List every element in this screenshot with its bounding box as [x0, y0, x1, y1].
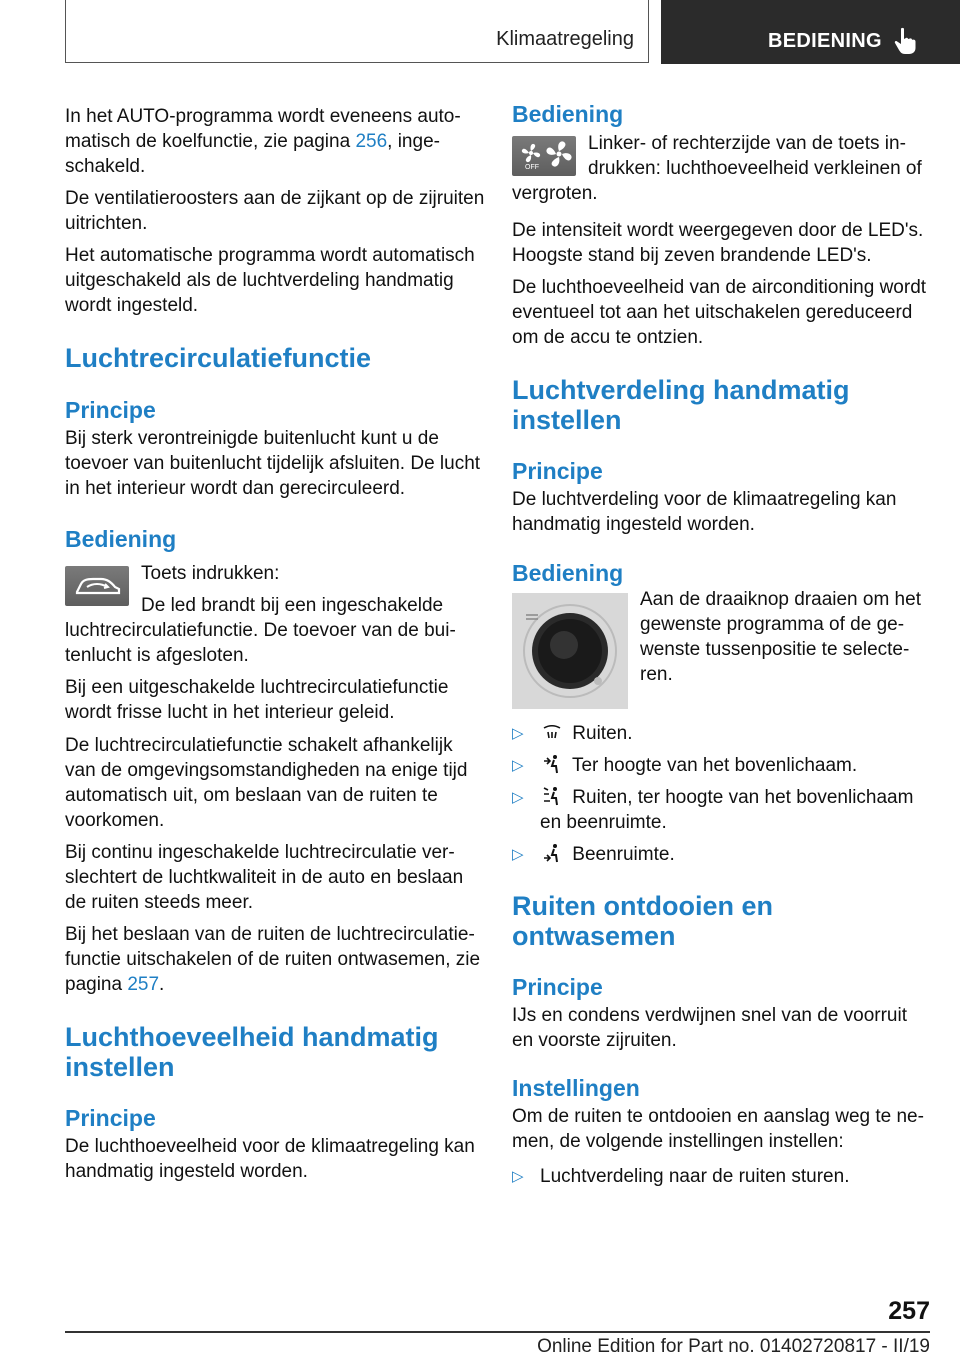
header-chapter-tab: [661, 0, 960, 64]
heading-luchtrecirculatiefunctie: Luchtrecirculatiefunctie: [65, 343, 372, 373]
list-bullet-icon: ▷: [512, 725, 524, 742]
windshield-icon: [542, 724, 562, 742]
recirculation-button-icon: [65, 566, 129, 606]
list-item-text: Beenruimte.: [572, 844, 675, 865]
list-item: [512, 753, 932, 778]
heading-luchtverdeling: Luchtverdeling handmatig instellen: [512, 375, 850, 435]
heading-bediening: Bediening: [512, 101, 624, 127]
paragraph-leds: De intensiteit wordt weergegeven door de LED's. Hoogste stand bij zeven brandende LED's.: [512, 220, 924, 266]
distribution-list: [512, 721, 932, 867]
paragraph-principe: Bij sterk verontreinigde buitenlucht kunt u de toevoer van buitenlucht tijdelijk afsluiten. De lucht in het interieur wordt dan gerecirculeerd.: [65, 428, 481, 499]
list-item: [512, 1164, 932, 1189]
paragraph-continu: Bij continu ingeschakelde luchtrecirculatie verslechtert de luchtkwaliteit in de auto en beslaan de ruiten steeds meer.: [65, 842, 464, 913]
left-column: [65, 100, 485, 1184]
heading-instellingen: Instellingen: [512, 1075, 640, 1101]
header-section-title: Klimaatregeling: [496, 28, 634, 50]
heading-ruiten-ontdooien: Ruiten ontdooien en ontwasemen: [512, 891, 773, 951]
list-item: [512, 842, 932, 867]
page-link-256[interactable]: 256: [355, 131, 388, 152]
paragraph-fan: Linker- of rechterzijde van de toets indrukken: luchthoeveelheid verkleinen of vergroten.: [512, 133, 922, 204]
svg-text:OFF: OFF: [525, 164, 539, 171]
heading-luchthoeveelheid: Luchthoeveelheid handmatig instellen: [65, 1022, 439, 1082]
page-number: 257: [888, 1297, 930, 1325]
list-item-text: Ruiten.: [572, 723, 633, 744]
paragraph-auto-cooling: [65, 104, 485, 179]
heading-principe: Principe: [65, 1105, 156, 1131]
heading-bediening: Bediening: [65, 526, 177, 552]
list-bullet-icon: ▷: [512, 757, 524, 774]
air-distribution-knob-icon: [512, 593, 628, 709]
paragraph-beslaan: [65, 922, 485, 997]
paragraph-instellingen: Om de ruiten te ontdooien en aanslag weg te nemen, de volgende instellingen instellen:: [512, 1106, 924, 1152]
paragraph-text: In het AUTO-programma wordt eveneens automatisch de koelfunctie, zie pagina: [65, 106, 461, 152]
paragraph-text: .: [159, 974, 165, 995]
paragraph-principe-ontdooien: IJs en condens verdwijnen snel van de voorruit en voorste zijruiten.: [512, 1005, 908, 1051]
list-item-text: Ter hoogte van het bovenlichaam.: [571, 755, 858, 776]
heading-principe: Principe: [512, 458, 603, 484]
paragraph-aircon: De luchthoeveelheid van de airconditioning wordt eventueel tot aan het uitschakelen gereduceerd om de accu te ontzien.: [512, 277, 927, 348]
list-bullet-icon: ▷: [512, 1168, 524, 1185]
list-item-text: Ruiten, ter hoogte van het bovenlichaam en beenruimte.: [540, 787, 914, 833]
list-bullet-icon: ▷: [512, 789, 524, 806]
paragraph-uitgeschakeld: Bij een uitgeschakelde luchtrecirculatiefunctie wordt frisse lucht in het interieur geleid.: [65, 677, 449, 723]
footwell-icon: [542, 843, 562, 863]
paragraph-knob: Aan de draaiknop draaien om het gewenste programma of de gewenste tussenpositie te selecteren.: [640, 589, 921, 685]
right-column: [512, 100, 932, 1189]
heading-principe: Principe: [65, 397, 156, 423]
fan-button-icon: [512, 136, 576, 176]
list-item-text: Luchtverdeling naar de ruiten sturen.: [540, 1166, 850, 1187]
list-item: [512, 785, 932, 835]
paragraph-led: De led brandt bij een ingeschakelde luchtrecirculatiefunctie. De toevoer van de buitenlucht is afgesloten.: [65, 595, 456, 666]
footer-edition: Online Edition for Part no. 01402720817 - II/19: [537, 1336, 930, 1357]
paragraph-principe-luchtverdeling: De luchtverdeling voor de klimaatregeling kan handmatig ingesteld worden.: [512, 489, 897, 535]
paragraph-auto-off: Het automatische programma wordt automatisch uitgeschakeld als de luchtverdeling handmatig wordt ingesteld.: [65, 245, 475, 316]
paragraph-automatisch: De luchtrecirculatiefunctie schakelt afhankelijk van de omgevingsomstandigheden na enige tijd automatisch uit, om beslaan van de ruiten te voorkomen.: [65, 735, 468, 831]
paragraph-principe-luchthoeveelheid: De luchthoeveelheid voor de klimaatregeling kan handmatig ingesteld worden.: [65, 1136, 475, 1182]
paragraph-text: , ingeschakeld.: [65, 131, 440, 177]
list-item: [512, 721, 932, 746]
paragraph-toets: Toets indrukken:: [141, 563, 280, 584]
windshield-body-footwell-icon: [542, 786, 562, 806]
pointing-hand-icon: [893, 27, 917, 55]
upper-body-icon: [542, 754, 562, 774]
footer-divider: [65, 1331, 930, 1333]
paragraph-text: Bij het beslaan van de ruiten de luchtrecirculatiefunctie uitschakelen of de ruiten ontwasemen, zie pagina: [65, 924, 481, 995]
page-link-257[interactable]: 257: [127, 974, 160, 995]
heading-principe: Principe: [512, 974, 603, 1000]
list-bullet-icon: ▷: [512, 846, 524, 863]
paragraph-vents: De ventilatieroosters aan de zijkant op de zijruiten uitrichten.: [65, 188, 485, 234]
heading-bediening: Bediening: [512, 560, 624, 586]
header-chapter-title: BEDIENING: [768, 30, 882, 52]
header-section-tab: [65, 0, 649, 63]
